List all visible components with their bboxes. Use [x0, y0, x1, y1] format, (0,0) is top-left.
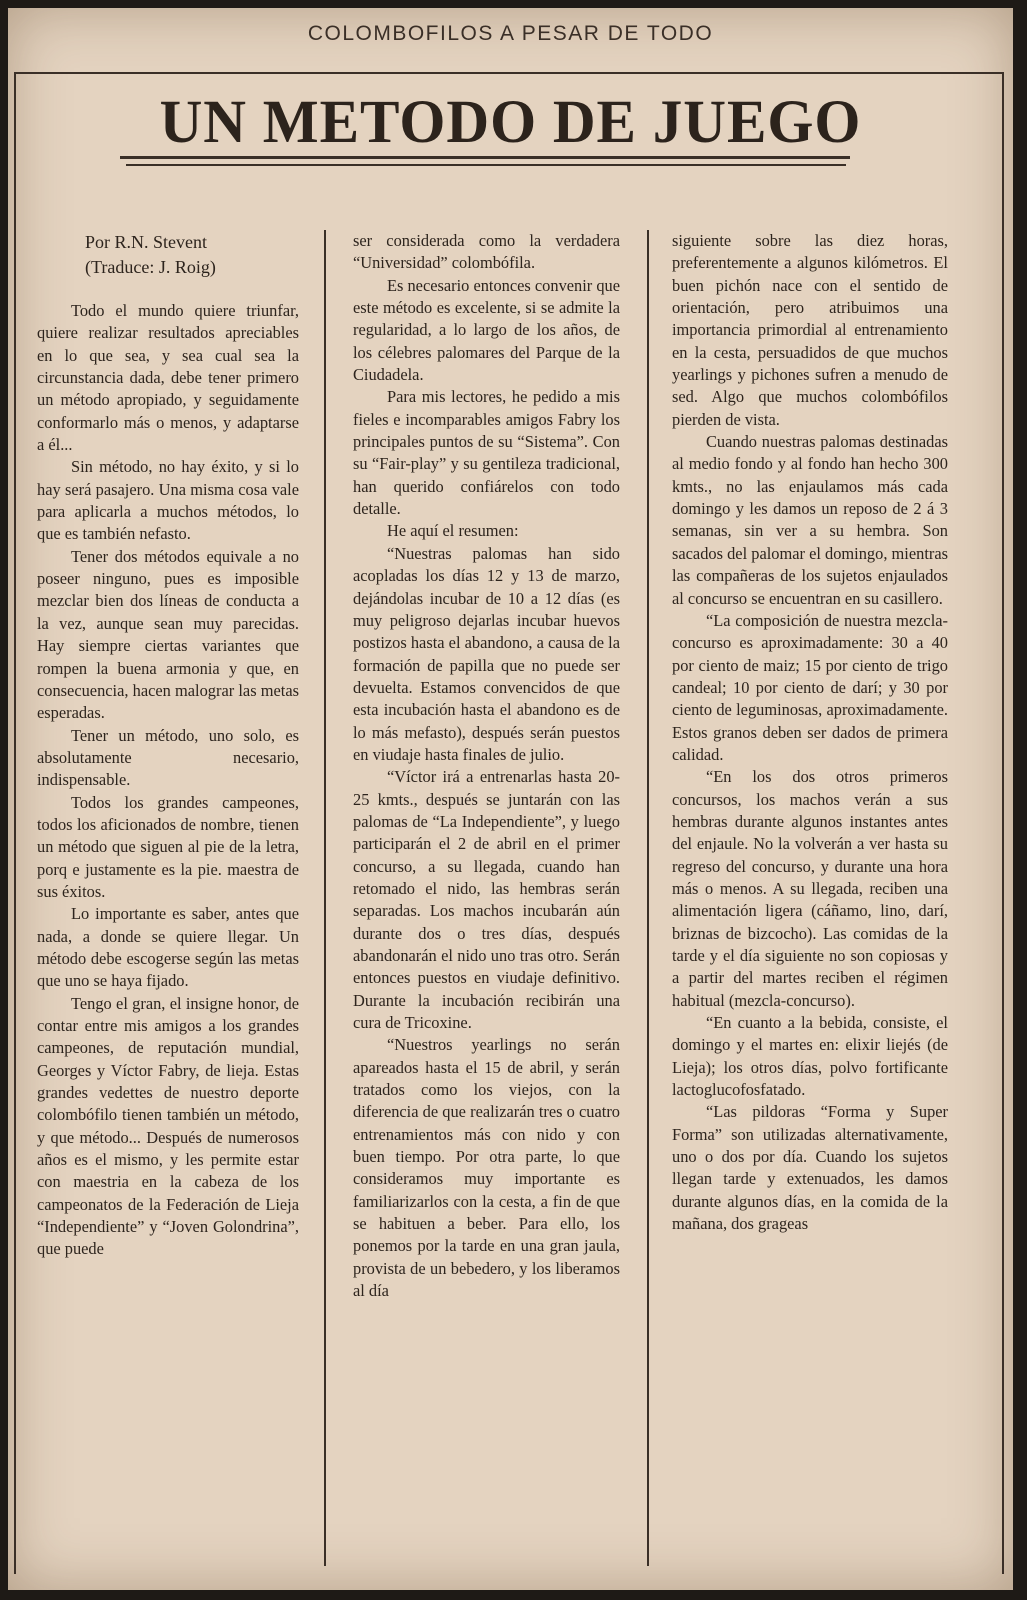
newspaper-page	[8, 8, 1013, 1590]
article-column-3	[672, 230, 948, 1235]
headline-rule-top	[120, 156, 850, 159]
paragraph: Sin método, no hay éxito, y si lo hay será pasajero. Una misma cosa vale para aplicarla a muchos métodos, lo que es también nefasto.	[37, 457, 299, 544]
paragraph: Todo el mundo quiere triunfar, quiere realizar resultados apreciables en lo que sea, y sea cual sea la circunstancia dada, debe tener primero un método apropiado, y seguidamente conformarlo más o menos, y adaptarse a él...	[37, 301, 299, 455]
paragraph: “Nuestras palomas han sido acopladas los días 12 y 13 de marzo, dejándolas incubar de 10 a 12 días (es muy peligroso dejarlas incubar huevos postizos hasta el abandono, a causa de la formación de papilla que no puede ser devuelta. Estamos convencidos de que esta incubación hasta el abandono es de lo más mefasto), después serán puestos en viudaje hasta finales de julio.	[353, 543, 620, 764]
byline-translator: (Traduce: J. Roig)	[85, 257, 216, 277]
column-divider-2	[647, 230, 649, 1566]
paragraph: Tener un método, uno solo, es absolutamente necesario, indispensable.	[37, 725, 299, 790]
paragraph: ser considerada como la verdadera “Universidad” colombófila.	[353, 231, 620, 273]
paragraph: Tengo el gran, el insigne honor, de contar entre mis amigos a los grandes campeones, de reputación mundial, Georges y Víctor Fabry, de lieja. Estas grandes vedettes de nuestro deporte colombófilo tienen también un método, y que método... Después de numerosos años es el mismo, y les permite estar con maestria en la cabeza de los campeonatos de la Federación de Lieja “Independiente” y “Joven Golondrina”, que puede	[37, 993, 299, 1259]
paragraph: Todos los grandes campeones, todos los aficionados de nombre, tienen un método que siguen al pie de la letra, porq e justamente es la pie. maestra de sus éxitos.	[37, 792, 299, 901]
paragraph: Tener dos métodos equivale a no poseer ninguno, pues es imposible mezclar bien dos líneas de conducta a la vez, aunque sean muy parecidas. Hay siempre ciertas variantes que rompen la buena armonia y que, en consecuencia, hacen malograr las metas esperadas.	[37, 546, 299, 723]
paragraph: “Víctor irá a entrenarlas hasta 20-25 kmts., después se juntarán con las palomas de “La Independiente”, y luego participarán el 2 de abril en el primer concurso, a su llegada, cuando han retomado el nido, las hembras serán separadas. Los machos incubarán aún durante dos o tres días, después abandonarán el nido uno tras otro. Serán entonces puestos en viudaje definitivo. Durante la incubación recibirán una cura de Tricoxine.	[353, 767, 620, 1033]
paragraph: Para mis lectores, he pedido a mis fieles e incomparables amigos Fabry los principales puntos de su “Sistema”. Con su “Fair-play” y su gentileza tradicional, han querido confiárelos con todo detalle.	[353, 387, 620, 519]
column-divider-1	[324, 230, 326, 1566]
paragraph: “En cuanto a la bebida, consiste, el domingo y el martes en: elixir liejés (de Lieja); los otros días, polvo fortificante lactoglucofosfatado.	[672, 1013, 948, 1100]
paragraph: Cuando nuestras palomas destinadas al medio fondo y al fondo han hecho 300 kmts., no las enjaulamos más cada domingo y les damos un reposo de 2 á 3 semanas, sin ver a su hembra. Son sacados del palomar el domingo, mientras las compañeras de los sujetos enjaulados al concurso se encuentran en su casillero.	[672, 432, 948, 608]
article-column-1	[37, 230, 299, 1261]
paragraph: Es necesario entonces convenir que este método es excelente, si se admite la regularidad, a lo largo de los años, de los célebres palomares del Parque de la Ciudadela.	[353, 275, 621, 385]
paragraph: “En los dos otros primeros concursos, los machos verán a sus hembras durante algunos instantes antes del enjaule. No la volverán a ver hasta su regreso del concurso, y durante una hora más o menos. A su llegada, reciben una alimentación ligera (cáñamo, lino, darí, briznas de bizcocho). Las comidas de la tarde y el día siguiente no son copiosas y a partir del martes reciben el régimen habitual (mezcla-concurso).	[672, 767, 948, 1010]
paragraph: siguiente sobre las diez horas, preferentemente a algunos kilómetros. El buen pichón nace con el sentido de orientación, pero atribuimos una importancia primordial al entrenamiento en la cesta, persuadidos de que muchos yearlings y pichones sufren a menudo de sed. Algo que muchos colombófilos pierden de vista.	[672, 231, 948, 429]
section-kicker: COLOMBOFILOS A PESAR DE TODO	[307, 22, 714, 45]
article-headline: UN METODO DE JUEGO	[159, 89, 862, 156]
byline-author: Por R.N. Stevent	[85, 232, 208, 252]
paragraph: “La composición de nuestra mezcla-concurso es aproximadamente: 30 a 40 por ciento de maiz; 15 por ciento de trigo candeal; 10 por ciento de darí; y 30 por ciento de leguminosas, aproximadamente. Estos granos deben ser dados de primera calidad.	[672, 610, 948, 764]
byline	[37, 230, 299, 280]
paragraph: Lo importante es saber, antes que nada, a donde se quiere llegar. Un método debe escogerse según las metas que uno se haya fijado.	[37, 904, 299, 991]
paragraph: “Las pildoras “Forma y Super Forma” son utilizadas alternativamente, uno o dos por día. Cuando los sujetos llegan tarde y extenuados, les damos durante algunos días, en la comida de la mañana, dos grageas	[672, 1102, 948, 1234]
headline-rule-bottom	[126, 164, 846, 166]
paragraph: He aquí el resumen:	[387, 521, 519, 541]
paragraph: “Nuestros yearlings no serán apareados hasta el 15 de abril, y serán tratados como los viejos, con la diferencia de que realizarán tres o cuatro entrenamientos más con nido y con buen tiempo. Por otra parte, lo que consideramos muy importante es familiarizarlos con la cesta, a fin de que se habituen a beber. Para ello, los ponemos por la tarde en una gran jaula, provista de un bebedero, y los liberamos al día	[353, 1035, 620, 1301]
article-column-2	[353, 230, 620, 1303]
